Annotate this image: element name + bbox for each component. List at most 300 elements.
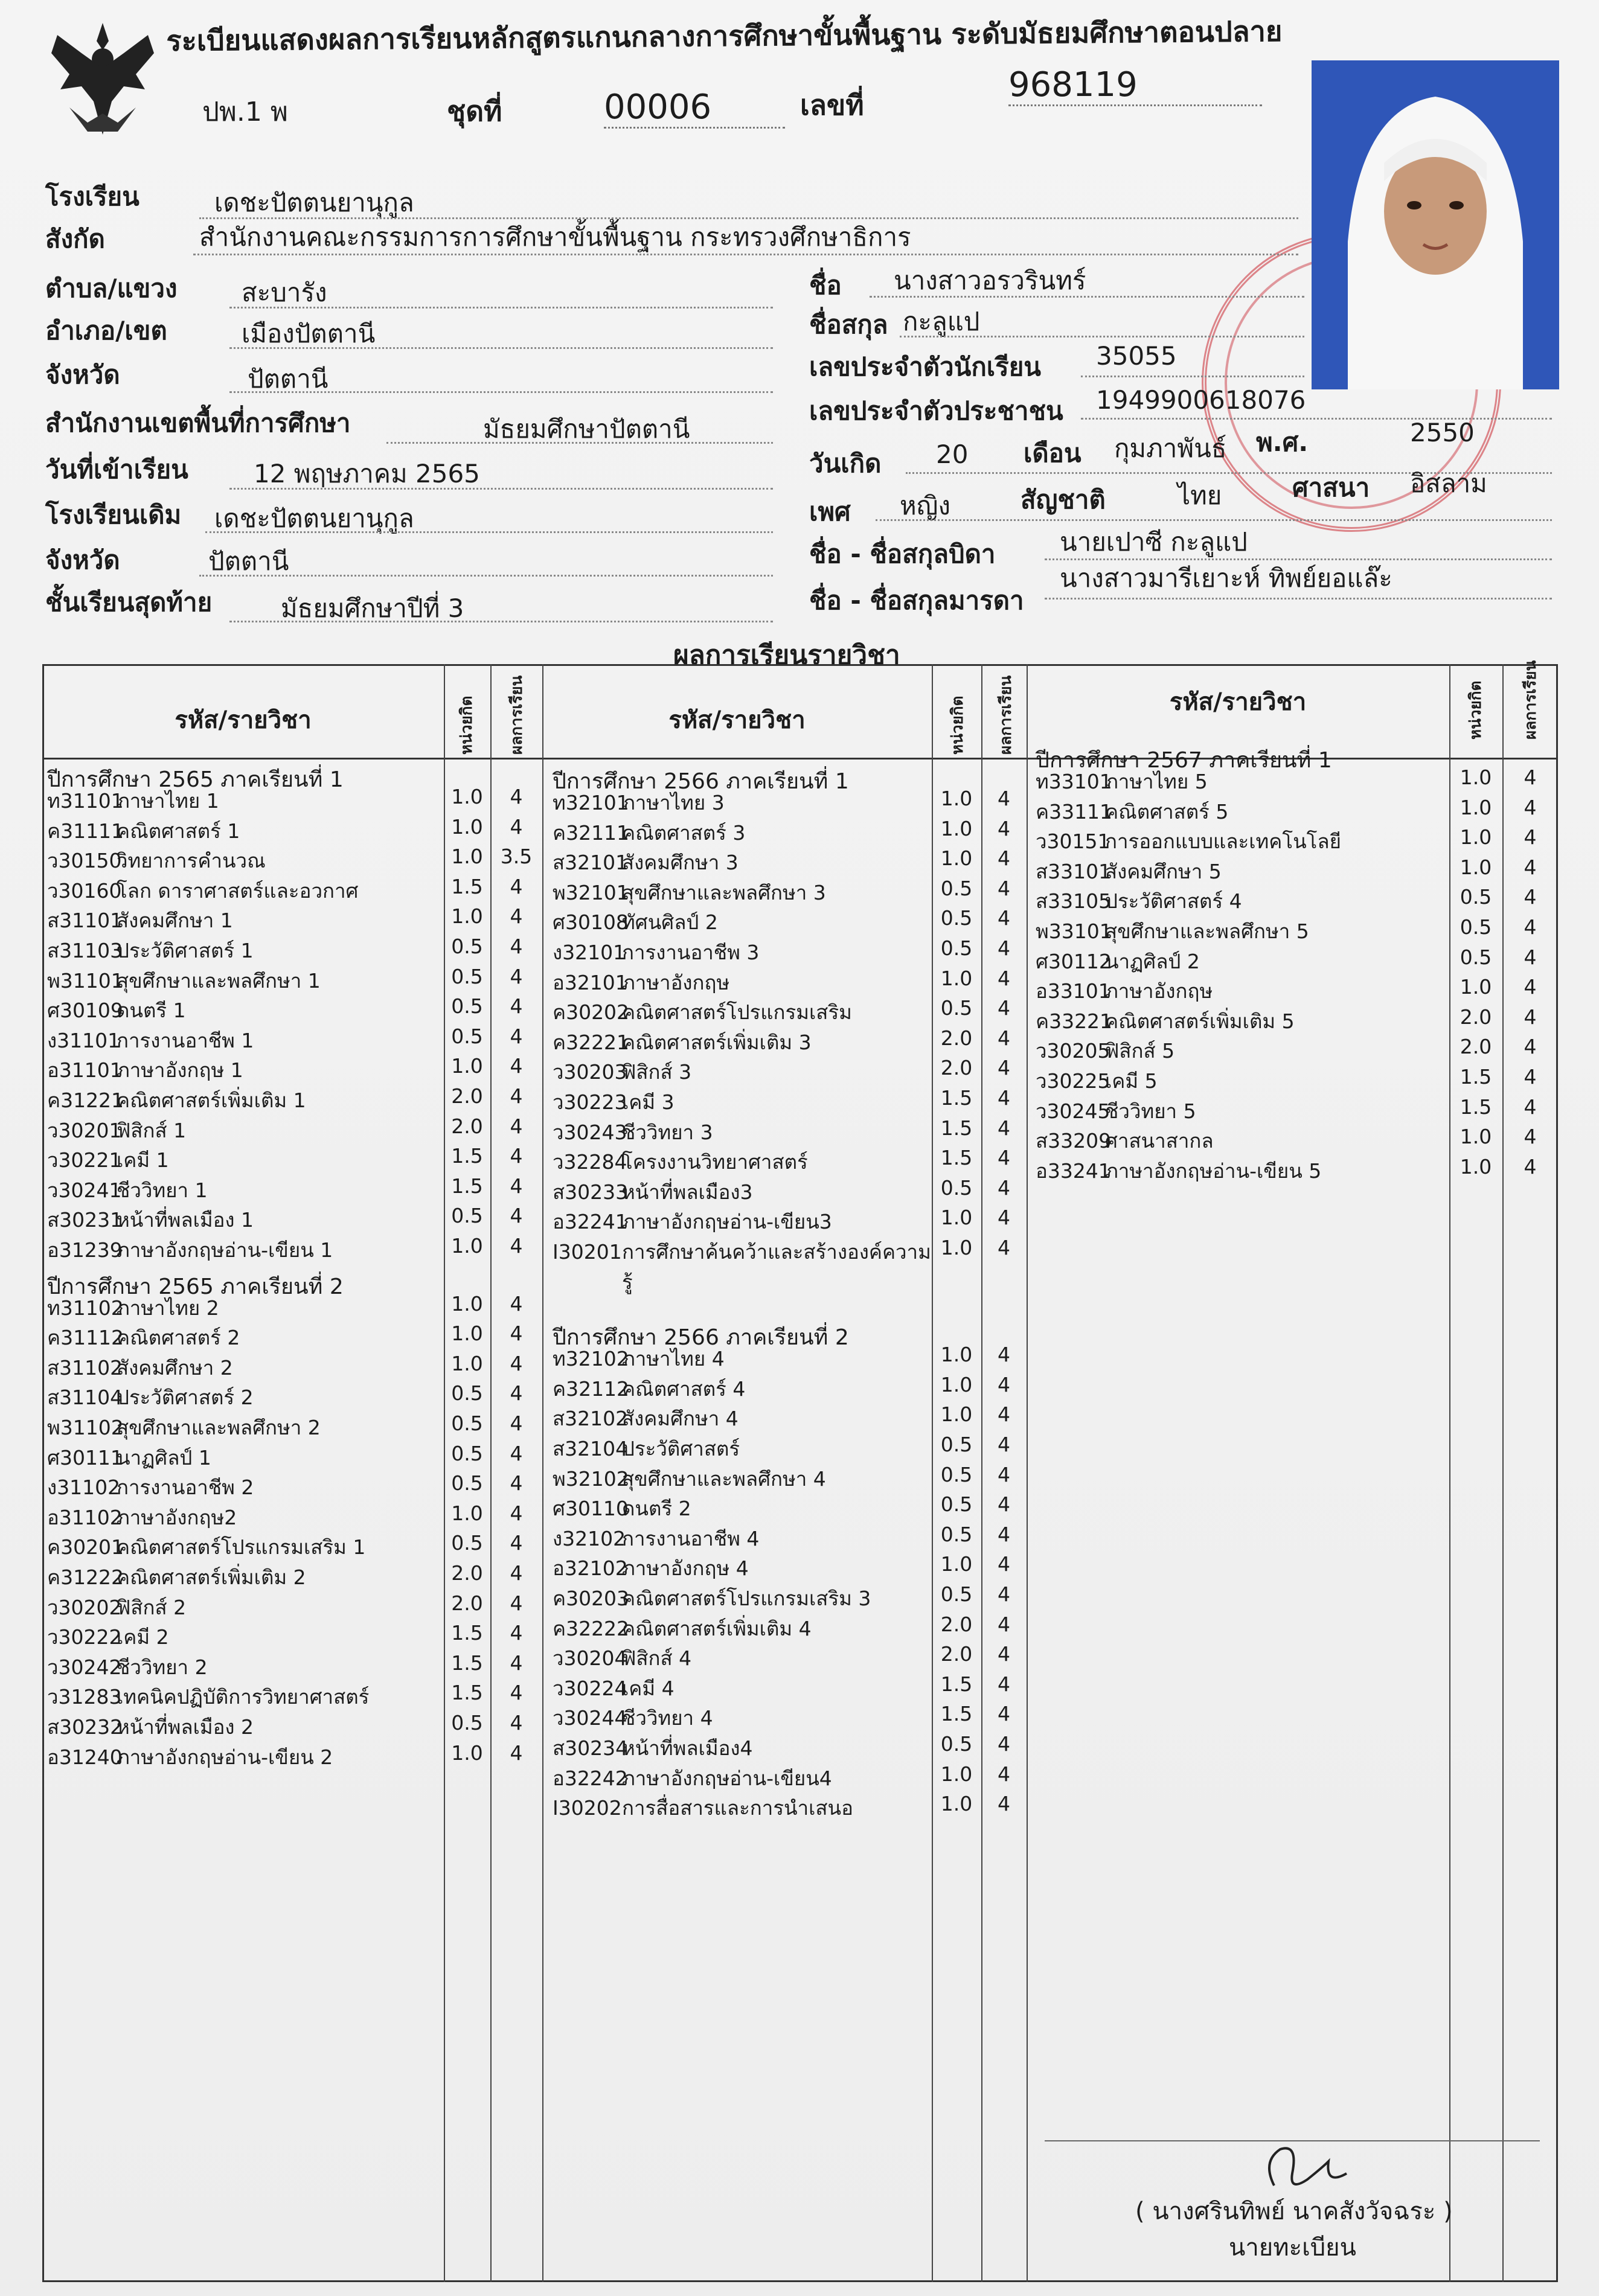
- subject-name: ประวัติศาสตร์ 2: [117, 1386, 254, 1410]
- subject-grade: 4: [998, 1433, 1010, 1456]
- subject-code: ส31101: [47, 909, 123, 933]
- sex-label: เพศ: [809, 497, 851, 526]
- subject-grade: 4: [998, 1462, 1010, 1486]
- subject-credit: 2.0: [451, 1561, 483, 1585]
- entry-date-value: 12 พฤษภาคม 2565: [254, 459, 480, 488]
- subject-name: ภาษาอังกฤษ 4: [622, 1556, 749, 1581]
- subject-grade: 4: [1524, 1125, 1537, 1149]
- subject-name: คณิตศาสตร์เพิ่มเติม 4: [622, 1616, 812, 1640]
- subject-grade: 4: [510, 1741, 523, 1765]
- subject-name: ภาษาอังกฤษอ่าน-เขียน4: [622, 1766, 832, 1790]
- subject-grade: 4: [510, 935, 523, 958]
- subject-grade: 4: [998, 1206, 1010, 1230]
- subject-row: [1036, 1035, 1174, 1067]
- subject-code: ค32221: [553, 1030, 630, 1054]
- subject-row: [47, 875, 358, 907]
- subject-code: ส31103: [47, 939, 123, 962]
- subject-grade: 4: [510, 1084, 523, 1108]
- subject-grade: 4: [1524, 1154, 1537, 1178]
- subject-row: [553, 1792, 853, 1824]
- subject-credit: 0.5: [451, 1204, 483, 1228]
- subject-grade: 4: [510, 1561, 523, 1585]
- subject-grade: 4: [998, 846, 1010, 871]
- subject-grade: 4: [998, 1372, 1010, 1396]
- subject-credit: 1.0: [451, 1054, 483, 1078]
- subdistrict-value: สะบารัง: [242, 278, 327, 307]
- subject-code: ส30232: [47, 1715, 123, 1739]
- subject-row: [1036, 1065, 1158, 1097]
- subject-credit: 1.0: [451, 845, 483, 869]
- subject-credit: 0.5: [940, 1433, 973, 1456]
- subject-name: ภาษาอังกฤษอ่าน-เขียน 5: [1105, 1159, 1322, 1183]
- subject-credit: 0.5: [451, 994, 483, 1018]
- subject-name: สุขศึกษาและพลศึกษา 5: [1105, 919, 1309, 943]
- subject-name: การงานอาชีพ 1: [117, 1028, 254, 1052]
- subject-grade: 4: [510, 994, 523, 1018]
- subject-code: ว30244: [553, 1706, 627, 1730]
- subject-code: ง31101: [47, 1028, 121, 1052]
- subject-name: สังคมศึกษา 3: [622, 851, 739, 875]
- subject-name: การสื่อสารและการนำเสนอ: [622, 1796, 853, 1820]
- subject-name: การงานอาชีพ 2: [117, 1476, 254, 1500]
- subject-name: คณิตศาสตร์ 4: [622, 1377, 746, 1401]
- subject-row: [553, 1552, 749, 1584]
- subject-credit: 1.5: [940, 1146, 973, 1170]
- province-label: จังหวัด: [45, 360, 120, 389]
- subject-grade: 4: [510, 1351, 523, 1375]
- subject-credit: 1.0: [451, 1291, 483, 1316]
- subject-code: อ31101: [47, 1058, 123, 1082]
- number-value: 968119: [1008, 65, 1262, 106]
- subject-grade: 4: [1524, 855, 1537, 879]
- subject-grade: 4: [1524, 1005, 1537, 1029]
- subject-credit: 0.5: [1460, 915, 1492, 939]
- subject-row: [553, 1732, 753, 1764]
- subject-grade: 4: [510, 904, 523, 929]
- subject-code: อ31240: [47, 1745, 123, 1769]
- entry-date-label: วันที่เข้าเรียน: [45, 455, 188, 484]
- subject-grade: 4: [510, 1381, 523, 1405]
- subject-credit: 1.0: [451, 1322, 483, 1346]
- subject-code: ส32104: [553, 1437, 629, 1460]
- subject-row: [553, 1613, 812, 1645]
- prev-province-value: ปัตตานี: [208, 546, 289, 576]
- subject-code: พ32101: [553, 880, 629, 904]
- subject-credit: 1.0: [1460, 1125, 1492, 1149]
- subject-row: [47, 1234, 333, 1266]
- subject-row: [1036, 1095, 1196, 1127]
- subject-row: [1036, 915, 1309, 947]
- birth-label: วันเกิด: [809, 449, 882, 478]
- subject-name: สุขศึกษาและพลศึกษา 3: [622, 880, 826, 904]
- subject-code: ท32101: [553, 791, 629, 814]
- subject-name: ฟิสิกส์ 3: [622, 1060, 692, 1084]
- subject-grade: 4: [510, 1291, 523, 1316]
- subject-credit: 2.0: [940, 1642, 973, 1666]
- subject-name: คณิตศาสตร์ 1: [117, 819, 240, 843]
- year-value: 2550: [1410, 418, 1475, 447]
- subject-name: ภาษาไทย 2: [117, 1296, 219, 1320]
- registrar-name: ( นางศรินทิพย์ นาคสังวัจฉระ ): [1135, 2198, 1453, 2225]
- col3-credit-header: หน่วยกิต: [1467, 680, 1485, 740]
- subject-name: ดนตรี 2: [622, 1497, 691, 1521]
- set-label: ชุดที่: [447, 95, 502, 127]
- subject-code: ส32102: [553, 1407, 629, 1431]
- subject-grade: 4: [510, 1621, 523, 1645]
- subject-grade: 4: [510, 874, 523, 898]
- subject-grade: 4: [998, 787, 1010, 810]
- subject-name: ฟิสิกส์ 5: [1105, 1039, 1175, 1063]
- subject-credit: 2.0: [940, 1056, 973, 1080]
- subject-row: [553, 1116, 713, 1148]
- father-label: ชื่อ - ชื่อสกุลบิดา: [809, 539, 996, 569]
- subject-credit: 0.5: [451, 1381, 483, 1405]
- citizen-id-value: 1949900618076: [1096, 385, 1306, 415]
- subject-grade: 4: [510, 1174, 523, 1198]
- nationality-value: ไทย: [1178, 481, 1222, 510]
- subject-code: ศ30109: [47, 999, 123, 1023]
- subject-credit: 2.0: [940, 1026, 973, 1050]
- subject-grade: 4: [510, 1204, 523, 1228]
- subject-grade: 4: [998, 1492, 1010, 1517]
- subject-code: ว32284: [553, 1150, 627, 1174]
- last-grade-label: ชั้นเรียนสุดท้าย: [45, 587, 213, 617]
- subject-name: เคมี 5: [1105, 1069, 1158, 1093]
- subject-credit: 1.5: [1460, 1065, 1492, 1089]
- subject-code: พ33101: [1036, 919, 1112, 943]
- subject-name: โครงงานวิทยาศาสตร์: [622, 1150, 808, 1174]
- subject-code: ค31112: [47, 1326, 124, 1350]
- subject-name: ดนตรี 1: [117, 999, 186, 1023]
- subject-credit: 2.0: [451, 1084, 483, 1108]
- subject-credit: 2.0: [940, 1612, 973, 1636]
- subject-row: [553, 1642, 691, 1674]
- subject-credit: 2.0: [451, 1114, 483, 1138]
- subject-credit: 1.5: [451, 1651, 483, 1675]
- subject-name: การออกแบบและเทคโนโลยี: [1105, 830, 1341, 854]
- subject-name: สุขศึกษาและพลศึกษา 2: [117, 1416, 321, 1439]
- subject-row: [553, 1343, 725, 1375]
- subject-grade: 4: [998, 1642, 1010, 1666]
- subject-row: [553, 1146, 808, 1178]
- semester-heading: ปีการศึกษา 2565 ภาคเรียนที่ 2: [47, 1274, 344, 1299]
- subject-code: ศ30112: [1036, 949, 1112, 973]
- subject-row: [553, 1463, 826, 1495]
- subject-credit: 0.5: [940, 936, 973, 960]
- affiliation-label: สังกัด: [45, 224, 105, 254]
- subject-row: [47, 965, 321, 997]
- subject-code: ว30243: [553, 1120, 627, 1144]
- subject-name: สุขศึกษาและพลศึกษา 4: [622, 1466, 826, 1491]
- subject-grade: 4: [998, 1146, 1010, 1170]
- subject-grade: 4: [510, 1591, 523, 1615]
- subject-row: [553, 1523, 759, 1555]
- subject-credit: 1.0: [940, 846, 973, 871]
- subject-row: [47, 1741, 333, 1773]
- subject-code: ศ30110: [553, 1497, 629, 1521]
- subject-name: ภาษาไทย 5: [1105, 770, 1208, 793]
- subject-grade: 4: [998, 1343, 1010, 1367]
- semester-heading: ปีการศึกษา 2567 ภาคเรียนที่ 1: [1036, 748, 1332, 773]
- subject-name: คณิตศาสตร์เพิ่มเติม 3: [622, 1030, 812, 1054]
- school-value: เดชะปัตตนยานุกูล: [214, 188, 414, 217]
- subject-name: คณิตศาสตร์เพิ่มเติม 2: [117, 1565, 306, 1589]
- subject-credit: 1.0: [1460, 975, 1492, 999]
- subject-code: อ32102: [553, 1556, 628, 1581]
- subject-credit: 1.5: [451, 874, 483, 898]
- subject-code: ว30241: [47, 1178, 122, 1202]
- religion-value: อิสลาม: [1410, 468, 1487, 498]
- subject-grade: 4: [998, 1612, 1010, 1636]
- subject-code: ง32102: [553, 1526, 626, 1550]
- subject-credit: 1.0: [940, 1762, 973, 1786]
- name-value: นางสาวอรวรินทร์: [894, 266, 1086, 295]
- province-value: ปัตตานี: [248, 364, 328, 394]
- subject-credit: 1.0: [1460, 825, 1492, 849]
- subject-code: พ32102: [553, 1466, 629, 1491]
- subject-name: ศาสนาสากล: [1105, 1129, 1214, 1153]
- subject-row: [553, 1176, 753, 1208]
- subject-row: [47, 1352, 233, 1384]
- subject-code: ว30223: [553, 1090, 627, 1114]
- subject-grade: 4: [510, 785, 523, 808]
- subject-code: ง31102: [47, 1476, 121, 1500]
- col3-subject-header: รหัส/รายวิชา: [1169, 688, 1307, 716]
- mother-label: ชื่อ - ชื่อสกุลมารดา: [809, 586, 1024, 615]
- subject-row: [47, 1621, 169, 1653]
- subject-credit: 1.0: [451, 1501, 483, 1525]
- subject-credit: 1.0: [451, 1351, 483, 1375]
- subject-row: [553, 1056, 691, 1088]
- subject-row: [47, 1174, 208, 1206]
- subject-code: ว30245: [1036, 1099, 1110, 1123]
- subject-row: [553, 936, 759, 968]
- subject-row: [47, 1292, 219, 1324]
- subject-row: [553, 1236, 931, 1268]
- subject-grade: 4: [998, 1402, 1010, 1427]
- subject-row: [47, 785, 219, 817]
- subject-row: [47, 1531, 365, 1563]
- subject-credit: 0.5: [940, 1175, 973, 1200]
- subject-credit: 0.5: [940, 996, 973, 1020]
- subject-code: ว30201: [47, 1118, 122, 1142]
- subject-credit: 1.5: [451, 1681, 483, 1705]
- last-grade-value: มัธยมศึกษาปีที่ 3: [281, 593, 464, 623]
- subject-row: [553, 846, 739, 878]
- subject-name: ชีววิทยา 2: [117, 1655, 208, 1679]
- subject-name: ภาษาอังกฤษ: [1105, 979, 1213, 1003]
- subject-code: อ32242: [553, 1766, 628, 1790]
- subject-credit: 0.5: [940, 1732, 973, 1756]
- semester-heading: ปีการศึกษา 2565 ภาคเรียนที่ 1: [47, 767, 344, 792]
- subject-code: ว30242: [47, 1655, 122, 1679]
- subject-code: ศ30111: [47, 1445, 123, 1469]
- subject-grade: 4: [998, 1026, 1010, 1050]
- subject-code: ว30160: [47, 878, 122, 903]
- subject-grade: 4: [998, 1732, 1010, 1756]
- subject-name: หน้าที่พลเมือง 1: [117, 1208, 254, 1232]
- registrar-role: นายทะเบียน: [1229, 2234, 1356, 2262]
- subject-grade: 4: [510, 1441, 523, 1465]
- student-id-value: 35055: [1096, 341, 1177, 371]
- subject-grade: 4: [510, 1144, 523, 1168]
- col3-grade-header: ผลการเรียน: [1522, 660, 1540, 740]
- subject-row: [47, 1711, 254, 1743]
- subject-credit: 1.0: [451, 1234, 483, 1258]
- subject-name: ชีววิทยา 3: [622, 1120, 713, 1144]
- subject-name: ฟิสิกส์ 2: [117, 1595, 187, 1619]
- subject-code: ว30205: [1036, 1039, 1110, 1063]
- subject-code: ค31111: [47, 819, 124, 843]
- subject-code: ส32101: [553, 851, 629, 875]
- subject-code: ส33101: [1036, 859, 1112, 883]
- affiliation-value: สำนักงานคณะกรรมการการศึกษาขั้นพื้นฐาน กระทรวงศึกษาธิการ: [199, 222, 911, 252]
- subject-name: ชีววิทยา 1: [117, 1178, 208, 1202]
- subject-code: I30201: [553, 1240, 622, 1264]
- subject-code: พ31102: [47, 1416, 124, 1439]
- set-value: 00006: [604, 88, 785, 129]
- subject-name: หน้าที่พลเมือง3: [622, 1180, 753, 1204]
- subject-grade: 4: [998, 1582, 1010, 1606]
- subject-row: [47, 1204, 254, 1236]
- subject-credit: 0.5: [451, 964, 483, 988]
- subject-row: [553, 1702, 713, 1734]
- subject-code: ว30204: [553, 1646, 627, 1671]
- number-label: เลขที่: [800, 89, 864, 121]
- subject-grade: 4: [998, 1552, 1010, 1576]
- subject-name: ภาษาไทย 3: [622, 791, 725, 814]
- subject-credit: 0.5: [1460, 885, 1492, 909]
- subject-credit: 0.5: [940, 906, 973, 930]
- subject-name: หน้าที่พลเมือง 2: [117, 1715, 254, 1739]
- subject-row: [1036, 825, 1341, 857]
- subject-code: ท31102: [47, 1296, 124, 1320]
- birth-day-value: 20: [936, 440, 969, 469]
- subject-grade: 4: [1524, 766, 1537, 789]
- subject-row: [553, 1086, 675, 1118]
- subject-code: ค32112: [553, 1377, 630, 1401]
- results-title: ผลการเรียนรายวิชา: [673, 640, 900, 671]
- subject-credit: 1.5: [940, 1672, 973, 1696]
- subject-code: ว30203: [553, 1060, 627, 1084]
- subject-code: ค32111: [553, 820, 630, 845]
- subject-code: ค32222: [553, 1616, 630, 1640]
- subject-grade: 4: [510, 1531, 523, 1555]
- subject-name: เคมี 4: [622, 1676, 675, 1700]
- document-title: ระเบียนแสดงผลการเรียนหลักสูตรแกนกลางการศึกษาขั้นพื้นฐาน ระดับมัธยมศึกษาตอนปลาย: [166, 14, 1283, 58]
- religion-label: ศาสนา: [1292, 473, 1370, 502]
- subject-grade: 3.5: [500, 845, 533, 869]
- subject-name: ภาษาไทย 4: [622, 1347, 725, 1371]
- mother-value: นางสาวมารีเยาะห์ ทิพย์ยอแล๊ะ: [1060, 563, 1392, 593]
- subject-credit: 1.0: [940, 1792, 973, 1816]
- subject-grade: 4: [998, 1086, 1010, 1110]
- nationality-label: สัญชาติ: [1021, 485, 1106, 514]
- document-code: ปพ.1 พ: [202, 97, 288, 127]
- subject-code: ส31102: [47, 1355, 123, 1380]
- subject-grade: 4: [998, 966, 1010, 990]
- father-value: นายเปาซี กะลูแป: [1060, 527, 1248, 557]
- subject-name: การงานอาชีพ 3: [622, 941, 760, 964]
- subject-code: อ32241: [553, 1210, 628, 1234]
- subject-name: ฟิสิกส์ 4: [622, 1646, 692, 1671]
- subject-credit: 0.5: [940, 1582, 973, 1606]
- subject-row: [47, 1322, 240, 1354]
- subject-grade: 4: [1524, 825, 1537, 849]
- prev-school-label: โรงเรียนเดิม: [45, 500, 182, 529]
- subject-row: [47, 1591, 186, 1623]
- subject-name: เทคนิคปฏิบัติการวิทยาศาสตร์: [117, 1685, 370, 1709]
- subject-credit: 1.5: [940, 1116, 973, 1140]
- subject-code: ท32102: [553, 1347, 629, 1371]
- subject-code: ว30222: [47, 1625, 122, 1649]
- subject-grade: 4: [510, 1681, 523, 1705]
- prev-province-label: จังหวัด: [45, 545, 120, 575]
- subject-row: [47, 1084, 306, 1116]
- subject-name: เคมี 1: [117, 1148, 169, 1172]
- subject-credit: 2.0: [1460, 1035, 1492, 1059]
- subject-row: [47, 1381, 254, 1413]
- subject-row: [47, 1501, 237, 1533]
- subject-name: สุขศึกษาและพลศึกษา 1: [117, 968, 321, 993]
- semester-heading: ปีการศึกษา 2566 ภาคเรียนที่ 1: [553, 769, 849, 794]
- subject-code: พ31101: [47, 968, 124, 993]
- subject-row: [47, 935, 254, 967]
- subject-code: ค31221: [47, 1089, 124, 1112]
- subject-credit: 0.5: [940, 1492, 973, 1517]
- subject-row: [47, 1442, 211, 1474]
- month-label: เดือน: [1024, 438, 1081, 468]
- subject-row: [47, 1471, 254, 1503]
- subject-credit: 1.5: [940, 1702, 973, 1726]
- subject-row: [553, 967, 729, 999]
- subject-name: การศึกษาค้นคว้าและสร้างองค์ความ: [622, 1240, 931, 1264]
- district-value: เมืองปัตตานี: [242, 319, 376, 348]
- subject-credit: 1.5: [451, 1144, 483, 1168]
- subject-name: ภาษาอังกฤษ2: [117, 1505, 237, 1529]
- subject-code: ค30203: [553, 1587, 630, 1610]
- subject-row: [1036, 1125, 1214, 1157]
- subject-credit: 1.0: [940, 1236, 973, 1259]
- subject-grade: 4: [1524, 945, 1537, 969]
- subject-name: ภาษาอังกฤษอ่าน-เขียน 2: [117, 1745, 333, 1769]
- subject-grade: 4: [510, 1322, 523, 1346]
- subject-name: สังคมศึกษา 1: [117, 909, 233, 933]
- subject-grade: 4: [510, 1501, 523, 1525]
- subject-grade: 4: [998, 906, 1010, 930]
- subject-grade: 4: [510, 964, 523, 988]
- subject-grade: 4: [998, 1522, 1010, 1546]
- col2-credit-header: หน่วยกิต: [949, 696, 967, 755]
- subject-credit: 0.5: [451, 1471, 483, 1495]
- subject-name: ทัศนศิลป์ 2: [622, 910, 718, 935]
- subject-row: [47, 1681, 369, 1713]
- subject-grade: 4: [1524, 975, 1537, 999]
- subject-credit: 1.0: [1460, 1154, 1492, 1178]
- subject-credit: 0.5: [1460, 945, 1492, 969]
- subject-name: คณิตศาสตร์ 5: [1105, 799, 1229, 823]
- subject-row: [1036, 855, 1222, 887]
- subject-grade: 4: [1524, 795, 1537, 819]
- subject-row: [553, 1402, 739, 1434]
- subject-code: ส33105: [1036, 889, 1112, 913]
- subject-code: ส31104: [47, 1386, 123, 1410]
- col1-subject-header: รหัส/รายวิชา: [175, 706, 312, 734]
- subject-name: ภาษาไทย 1: [117, 789, 219, 813]
- subject-name: คณิตศาสตร์ 3: [622, 820, 746, 845]
- subject-grade: 4: [998, 1175, 1010, 1200]
- subject-credit: 1.0: [940, 787, 973, 810]
